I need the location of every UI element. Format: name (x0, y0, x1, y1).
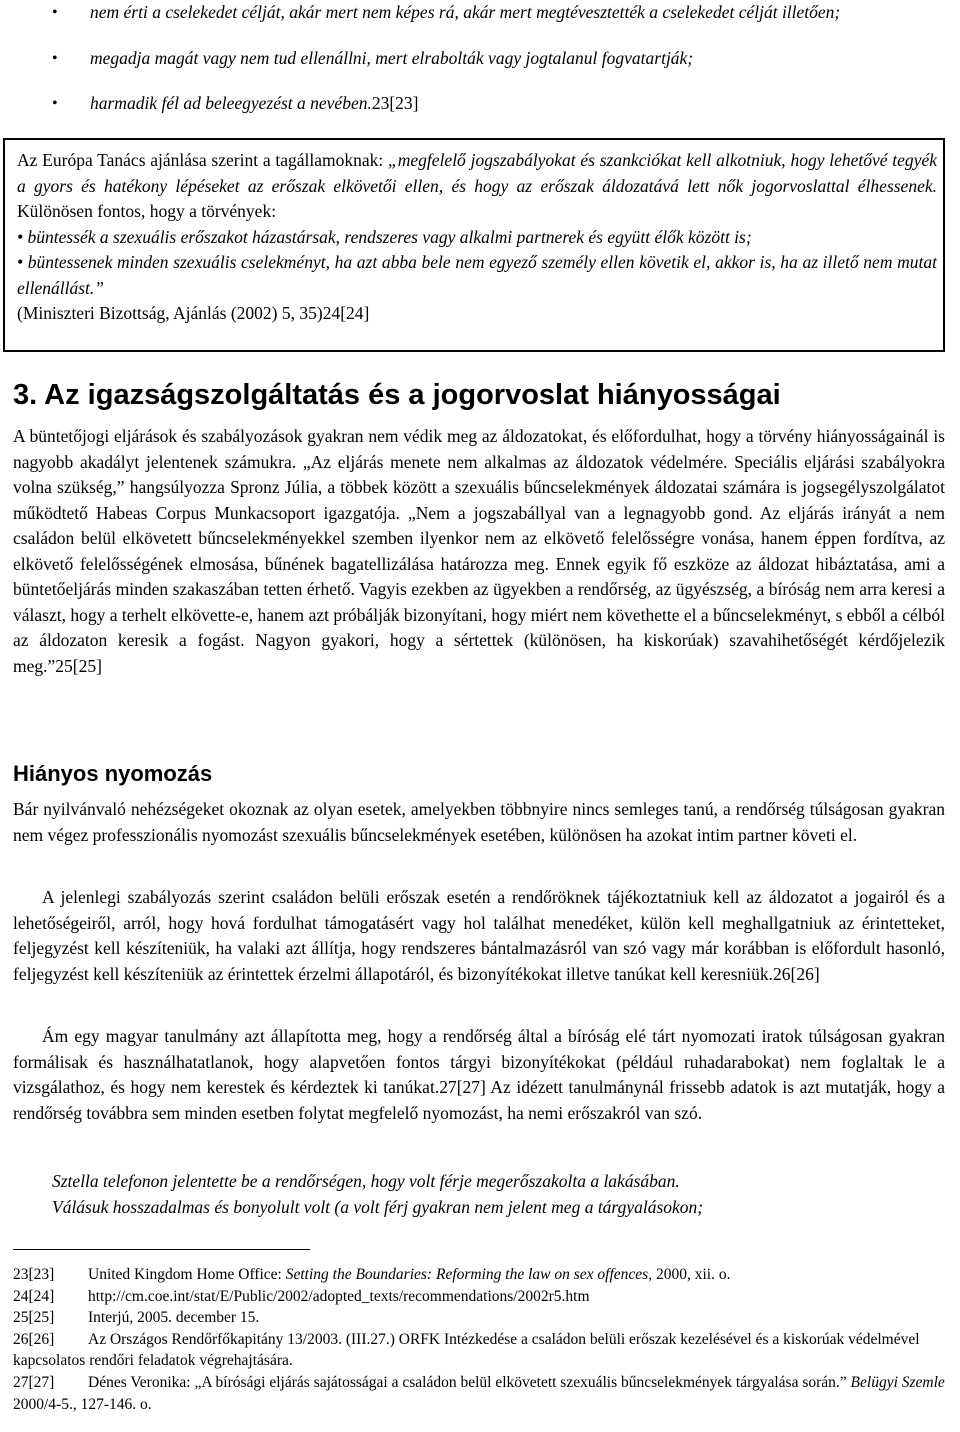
recommendation-box (3, 138, 945, 352)
list-item: • megadja magát vagy nem tud ellenállni, mert elrabolták vagy jogtalanul fogvatartják; (48, 46, 948, 72)
footnotes (13, 1264, 945, 1415)
case-quote: Sztella telefonon jelentette be a rendőrségen, hogy volt férje megerőszakolta a lakásában. (52, 1171, 680, 1191)
box-body: Az Európa Tanács ajánlása szerint a tagállamoknak: „megfelelő jogszabályokat és szankciókat kell alkotniuk, hogy lehetővé tegyék a gyors és hatékony lépéseket az erőszak elkövetői ellen, és hogy az erőszak áldozatává lett nők jogorvoslattal élhessenek. Különösen fontos, hogy a törvények: (17, 150, 937, 221)
footnote: 25[25] Interjú, 2005. december 15. (13, 1309, 260, 1327)
list-item: • harmadik fél ad beleegyezést a nevében.23[23] (48, 91, 948, 117)
box-source: (Miniszteri Bizottság, Ajánlás (2002) 5, 35)24[24] (17, 303, 370, 323)
bullet-list (48, 0, 948, 117)
box-item: • büntessenek minden szexuális cselekményt, ha azt abba bele nem egyező személy ellen követik el, akkor is, ha az illető nem mutat ellenállást.” (17, 252, 937, 298)
section-heading: 3. Az igazságszolgáltatás és a jogorvoslat hiányosságai (13, 379, 781, 411)
box-item: • büntessék a szexuális erőszakot házastársak, rendszeres vagy alkalmi partnerek és együtt élők között is; (17, 226, 752, 247)
footnote: 26[26] Az Országos Rendőrfőkapitány 13/2003. (III.27.) ORFK Intézkedése a családon belüli erőszak kezelésével és a kiskorúak védelmével kapcsolatos rendőri feladatok végrehajtására. (13, 1330, 920, 1370)
footnote-link[interactable]: http://cm.coe.int/stat/E/Public/2002/adopted_texts/recommendations/2002r5.htm (88, 1287, 590, 1305)
footnote-ref[interactable]: 23[23] (371, 93, 419, 113)
footnote: 27[27] Dénes Veronika: „A bírósági eljárás sajátosságai a családon belül elkövetett szexuális bűncselekmények tárgyalása során.” Belügyi Szemle 2000/4-5., 127-146. o. (13, 1373, 945, 1413)
paragraph: A büntetőjogi eljárások és szabályozások gyakran nem védik meg az áldozatokat, és előfordulhat, hogy a törvény hiányosságainál is nagyobb akadályt jelentenek számukra. „Az eljárás menete nem alkalmas az áldozatok védelmére. Speciális eljárási szabályokra volna szükség,” hangsúlyozza Spronz Júlia, a többek között a szexuális bűncselekmények áldozatai számára is jogsegélyszolgálatot működtető Habeas Corpus Munkacsoport igazgatója. „Nem a jogszabállyal van a legnagyobb gond. Az eljárás irányát a nem családon belül elkövetett bűncselekményekkel szemben ilyenkor nem az elkövető felelősségre vonása, hanem éppen fordítva, az elkövető felelősségének elmosása, bűnének bagatellizálása határozza meg. Ennek egyik fő eszköze az áldozat hibáztatása, ami a büntetőeljárás minden szakaszában tetten érhető. Vagyis ezekben az ügyekben a rendőrség, az ügyészség, a bíróság nem arra keresi a választ, hogy a terhelt elkövette-e, hanem azt próbálják bizonyítani, hogy miért nem követhette el a bűncselekményt, s ebből a célból az áldozaton keresik a fogást. Nagyon gyakori, hogy a sértettek (különösen, ha kiskorúak) szavahihetőségét kérdőjelezik meg.”25[25] (13, 426, 945, 676)
footnote: 23[23] United Kingdom Home Office: Setting the Boundaries: Reforming the law on sex offences, 2000, xii. o. (13, 1266, 731, 1283)
footnote: 24[24] http://cm.coe.int/stat/E/Public/2002/adopted_texts/recommendations/2002r5.htm (13, 1287, 590, 1305)
subsection-heading: Hiányos nyomozás (13, 761, 213, 786)
paragraph: Ám egy magyar tanulmány azt állapította meg, hogy a rendőrség által a bíróság elé tárt nyomozati iratok túlságosan gyakran formálisak és használhatatlanok, hogy alapvetően fontos tárgyi bizonyítékokat (például ruhadarabokat) nem foglaltak le a vizsgálathoz, és hogy nem kerestek és kérdeztek ki tanúkat.27[27] Az idézett tanulmánynál frissebb adatok is azt mutatják, hogy a rendőrség továbbra sem minden esetben folytat megfelelő nyomozást, ha nemi erőszakról van szó. (13, 1026, 945, 1123)
case-quote: Válásuk hosszadalmas és bonyolult volt (a volt férj gyakran nem jelent meg a tárgyalásokon; (52, 1197, 704, 1217)
footnote-separator (13, 1249, 310, 1250)
list-item: • nem érti a cselekedet célját, akár mert nem képes rá, akár mert megtévesztették a cselekedet célját illetően; (48, 0, 948, 26)
paragraph: A jelenlegi szabályozás szerint családon belüli erőszak esetén a rendőröknek tájékoztatniuk kell az áldozatot a jogairól és a lehetőségeiről, arról, hogy hová fordulhat támogatásért vagy hol találhat menedéket, külön kell meghallgatniuk az érintetteket, feljegyzést kell készíteniük, ha valaki azt állítja, hogy rendszeres bántalmazásról van szó vagy már korábban is előfordult hasonló, feljegyzést kell készíteniük az érintettek érzelmi állapotáról, és bizonyítékokat illetve tanúkat kell keresniük.26[26] (13, 887, 945, 984)
paragraph: Bár nyilvánvaló nehézségeket okoznak az olyan esetek, amelyekben többnyire nincs semleges tanú, a rendőrség túlságosan gyakran nem végez professzionális nyomozást szexuális bűncselekmények esetében, különösen ha azokat intim partner követi el. (13, 799, 945, 845)
